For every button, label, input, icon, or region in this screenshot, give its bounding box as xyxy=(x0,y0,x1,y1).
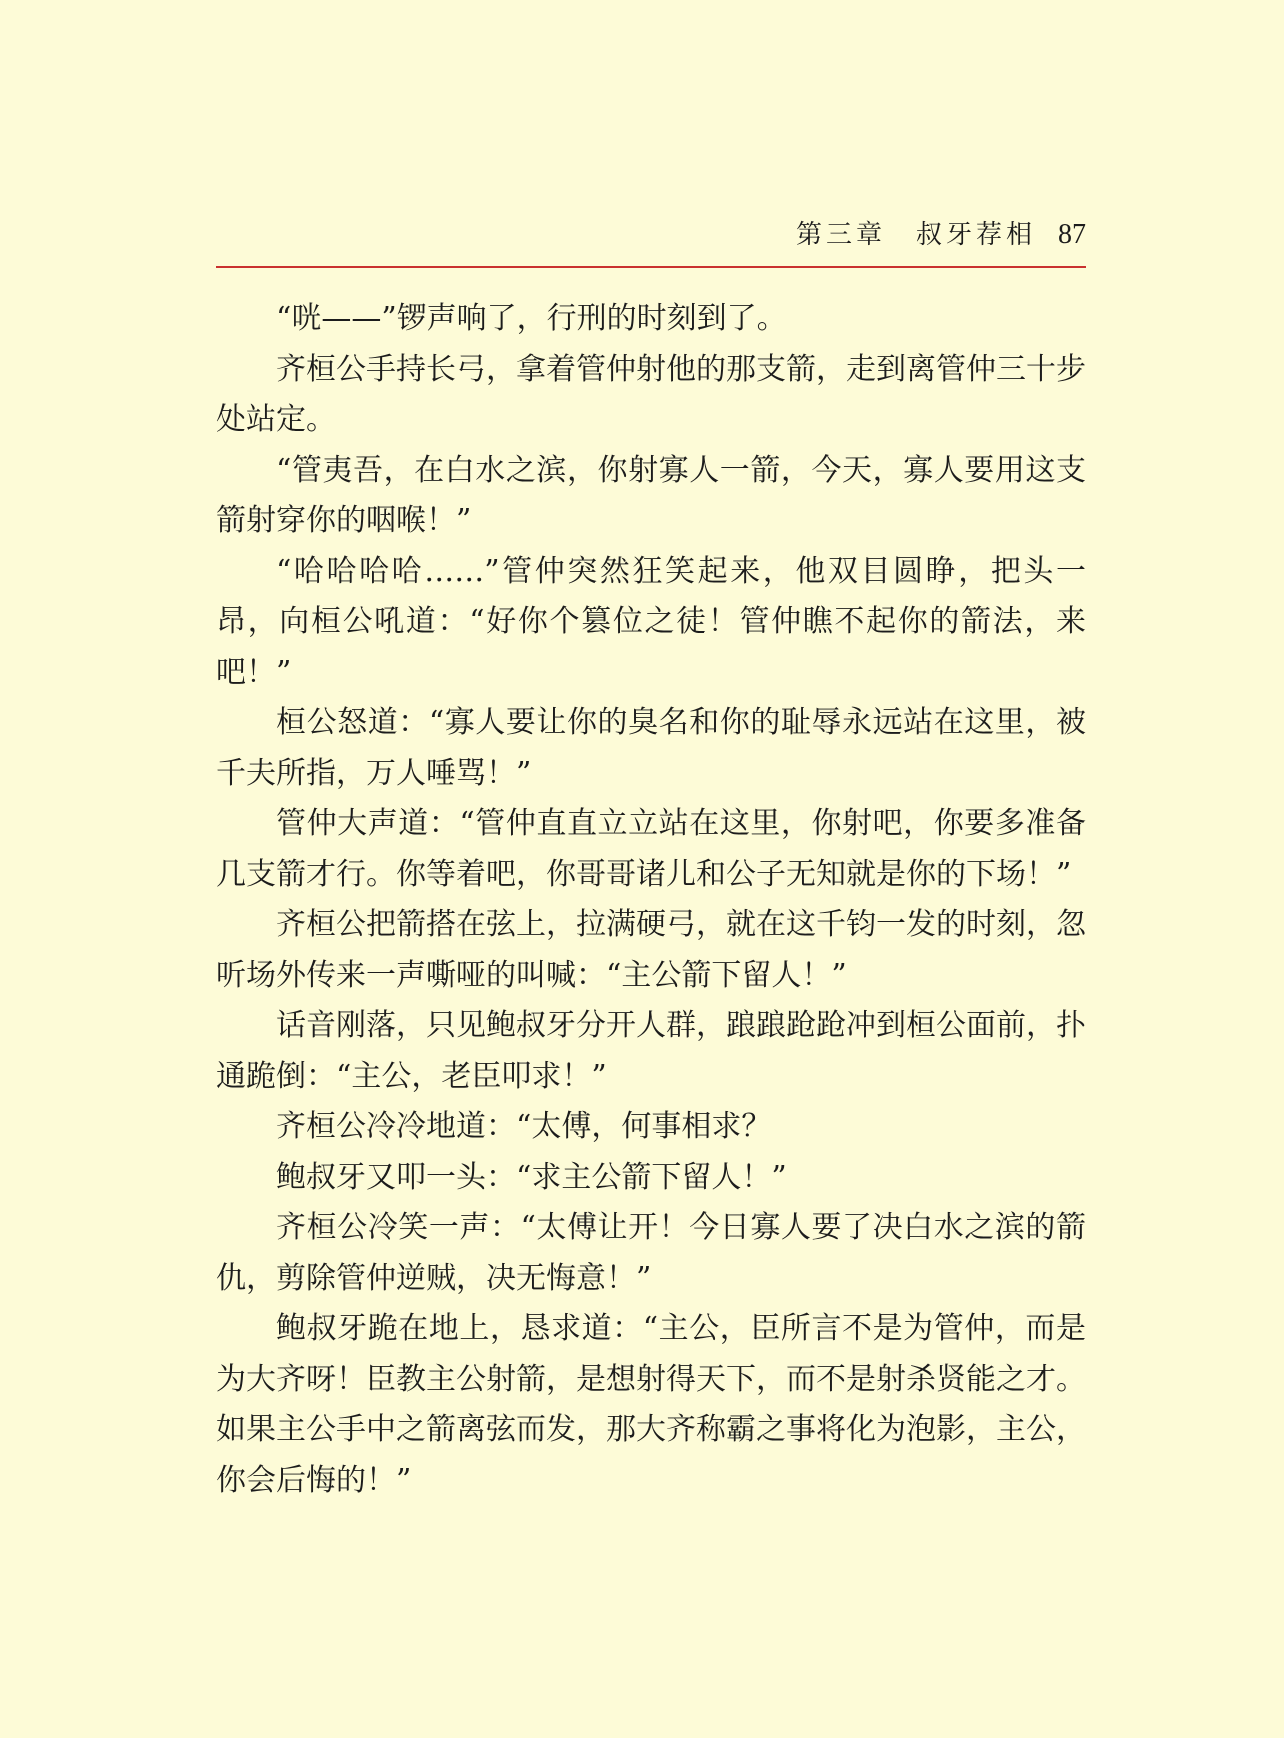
paragraph: “管夷吾，在白水之滨，你射寡人一箭，今天，寡人要用这支箭射穿你的咽喉！” xyxy=(216,452,1086,538)
paragraph: 鲍叔牙跪在地上，恳求道：“主公，臣所言不是为管仲，而是为大齐呀！臣教主公射箭，是想射得天下，而不是射杀贤能之才。如果主公手中之箭离弦而发，那大齐称霸之事将化为泡影，主公，你会后悔的！” xyxy=(216,1311,1086,1498)
page-number: 87 xyxy=(1058,219,1086,250)
paragraph: “哈哈哈哈……”管仲突然狂笑起来，他双目圆睁，把头一昂，向桓公吼道：“好你个篡位之徒！管仲瞧不起你的箭法，来吧！” xyxy=(216,553,1086,690)
header-rule xyxy=(216,266,1086,268)
paragraph: 鲍叔牙又叩一头：“求主公箭下留人！” xyxy=(276,1159,787,1195)
paragraph: 管仲大声道：“管仲直直立立站在这里，你射吧，你要多准备几支箭才行。你等着吧，你哥哥诸儿和公子无知就是你的下场！” xyxy=(216,806,1086,892)
paragraph: 齐桓公冷冷地道：“太傅，何事相求？ xyxy=(276,1109,772,1144)
paragraph: 齐桓公冷笑一声：“太傅让开！今日寡人要了决白水之滨的箭仇，剪除管仲逆贼，决无悔意！” xyxy=(216,1210,1086,1296)
paragraph: 桓公怒道：“寡人要让你的臭名和你的耻辱永远站在这里，被千夫所指，万人唾骂！” xyxy=(216,705,1086,791)
paragraph: “咣——”锣声响了，行刑的时刻到了。 xyxy=(276,301,787,336)
body-text xyxy=(216,294,1086,1506)
paragraph: 话音刚落，只见鲍叔牙分开人群，踉踉跄跄冲到桓公面前，扑通跪倒：“主公，老臣叩求！” xyxy=(216,1008,1086,1094)
running-header xyxy=(216,214,1086,258)
paragraph: 齐桓公把箭搭在弦上，拉满硬弓，就在这千钧一发的时刻，忽听场外传来一声嘶哑的叫喊：“主公箭下留人！” xyxy=(216,907,1086,993)
paragraph: 齐桓公手持长弓，拿着管仲射他的那支箭，走到离管仲三十步处站定。 xyxy=(216,351,1086,437)
chapter-title: 第三章 叔牙荐相 xyxy=(795,220,1036,250)
